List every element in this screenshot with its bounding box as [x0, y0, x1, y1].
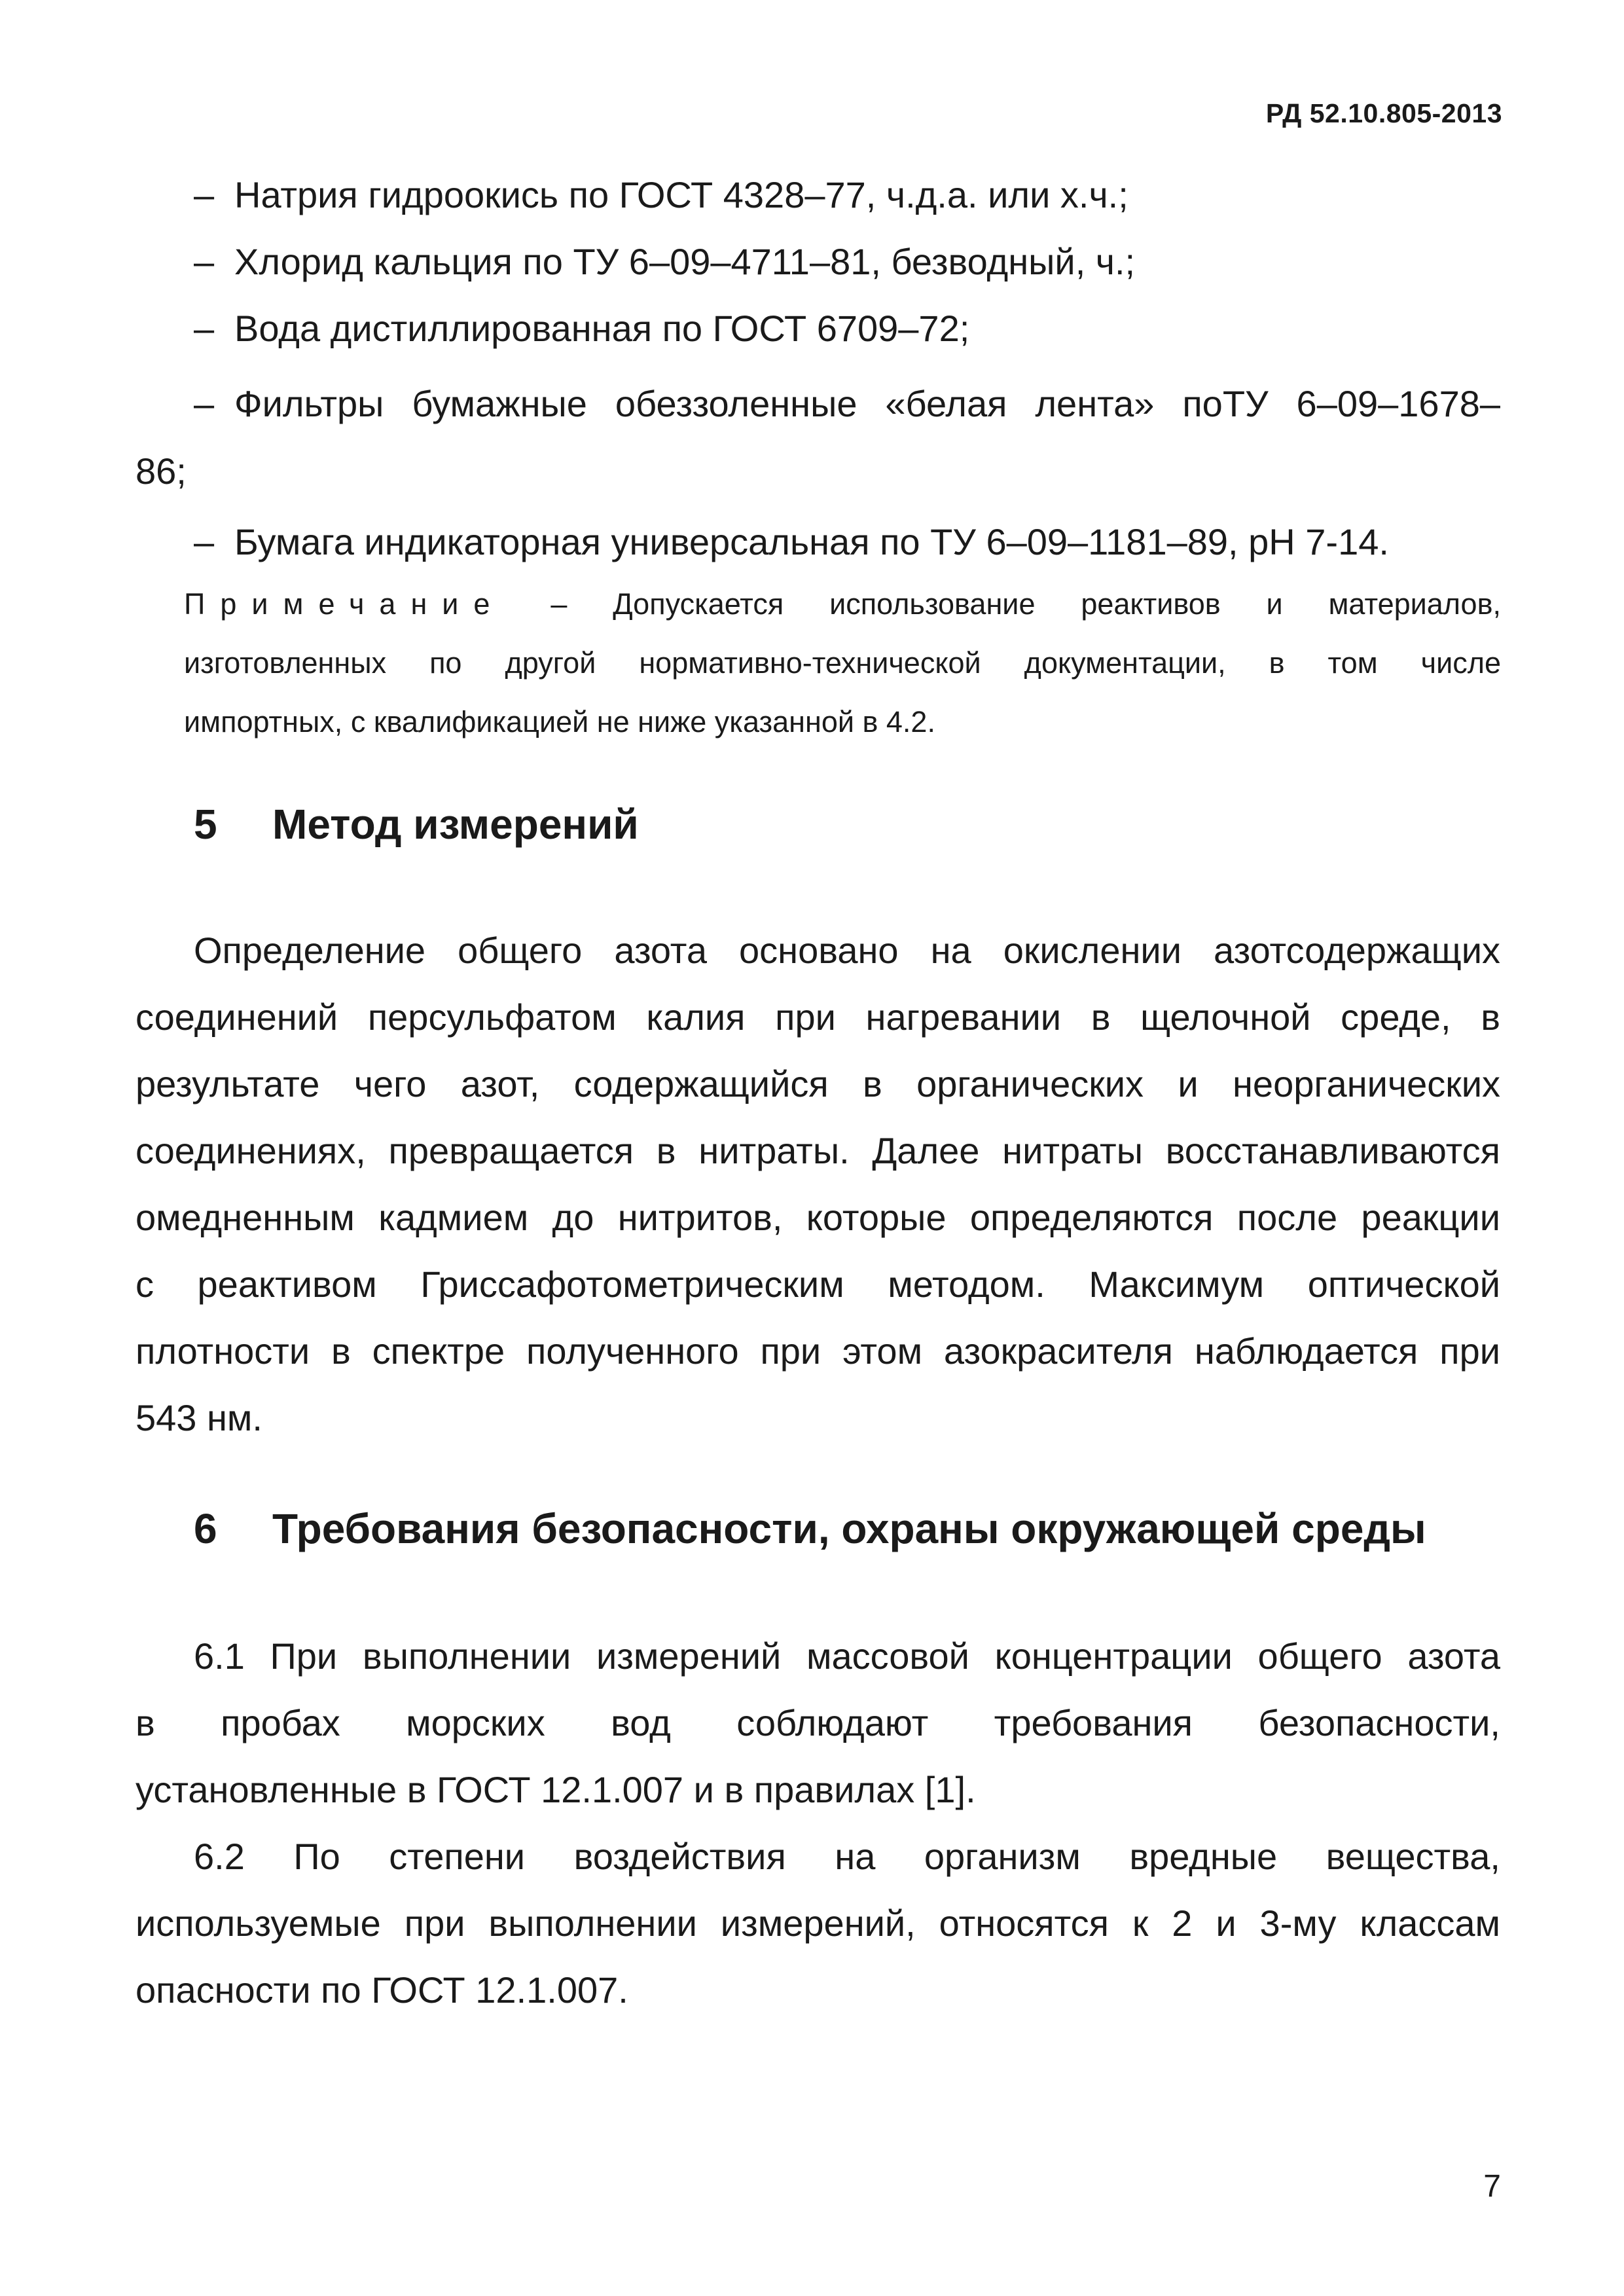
- list-item-text: Бумага индикаторная универсальная по ТУ 6–09–1181–89, рН 7-14.: [234, 521, 1389, 562]
- note-line-3: импортных, с квалификацией не ниже указанной в 4.2.: [184, 705, 935, 738]
- list-item-text: Натрия гидроокись по ГОСТ 4328–77, ч.д.а. или х.ч.;: [234, 174, 1128, 215]
- paragraph-line: 6.2 По степени воздействия на организм вредные вещества,: [194, 1836, 1500, 1877]
- paragraph-line: в пробах морских вод соблюдают требования безопасности,: [135, 1702, 1500, 1743]
- section-heading: [194, 1504, 1426, 1553]
- list-item-text: Вода дистиллированная по ГОСТ 6709–72;: [234, 308, 970, 349]
- paragraph-line: опасности по ГОСТ 12.1.007.: [135, 1969, 628, 2011]
- paragraph-line: соединений персульфатом калия при нагревании в щелочной среде, в: [135, 996, 1500, 1038]
- paragraph-line: плотности в спектре полученного при этом азокрасителя наблюдается при: [135, 1330, 1500, 1372]
- list-dash: –: [194, 308, 215, 349]
- note-text: – Допускается использование реактивов и материалов,: [550, 587, 1501, 621]
- list-dash: –: [194, 521, 215, 562]
- list-item-continuation: 86;: [135, 450, 187, 492]
- list-dash: –: [194, 241, 215, 282]
- section-heading: [194, 800, 639, 848]
- section-number: 6: [194, 1505, 217, 1552]
- paragraph-line: результате чего азот, содержащийся в органических и неорганических: [135, 1063, 1500, 1104]
- paragraph-line: используемые при выполнении измерений, относятся к 2 и 3-му классам: [135, 1903, 1500, 1944]
- paragraph-line: с реактивом Гриссафотометрическим методом. Максимум оптической: [135, 1264, 1500, 1305]
- page-number: 7: [1483, 2169, 1501, 2204]
- section-title: Метод измерений: [272, 801, 639, 848]
- list-item: [194, 229, 1500, 295]
- document-code: РД 52.10.805-2013: [1265, 98, 1502, 128]
- paragraph-line: омедненным кадмием до нитритов, которые определяются после реакции: [135, 1197, 1500, 1238]
- list-item: [194, 371, 1500, 437]
- paragraph-line: соединениях, превращается в нитраты. Далее нитраты восстанавливаются: [135, 1130, 1500, 1171]
- list-item: [194, 509, 1500, 575]
- note-line-1: [184, 575, 1501, 634]
- section-number: 5: [194, 801, 217, 848]
- paragraph-line: 6.1 При выполнении измерений массовой концентрации общего азота: [194, 1635, 1500, 1677]
- list-item-text: Хлорид кальция по ТУ 6–09–4711–81, безводный, ч.;: [234, 241, 1136, 282]
- paragraph-line: установленные в ГОСТ 12.1.007 и в правилах [1].: [135, 1769, 976, 1810]
- list-item: [194, 296, 1500, 361]
- note-label: Примечание: [184, 587, 505, 621]
- list-item: [194, 162, 1500, 228]
- paragraph-line: 543 нм.: [135, 1397, 262, 1438]
- list-dash: –: [194, 383, 215, 424]
- paragraph-line: Определение общего азота основано на окислении азотсодержащих: [194, 930, 1500, 971]
- note-line-2: изготовленных по другой нормативно-технической документации, в том числе: [184, 646, 1501, 680]
- list-item-text: Фильтры бумажные обеззоленные «белая лента» поТУ 6–09–1678–: [234, 383, 1500, 424]
- section-title: Требования безопасности, охраны окружающей среды: [272, 1505, 1426, 1552]
- list-dash: –: [194, 174, 215, 215]
